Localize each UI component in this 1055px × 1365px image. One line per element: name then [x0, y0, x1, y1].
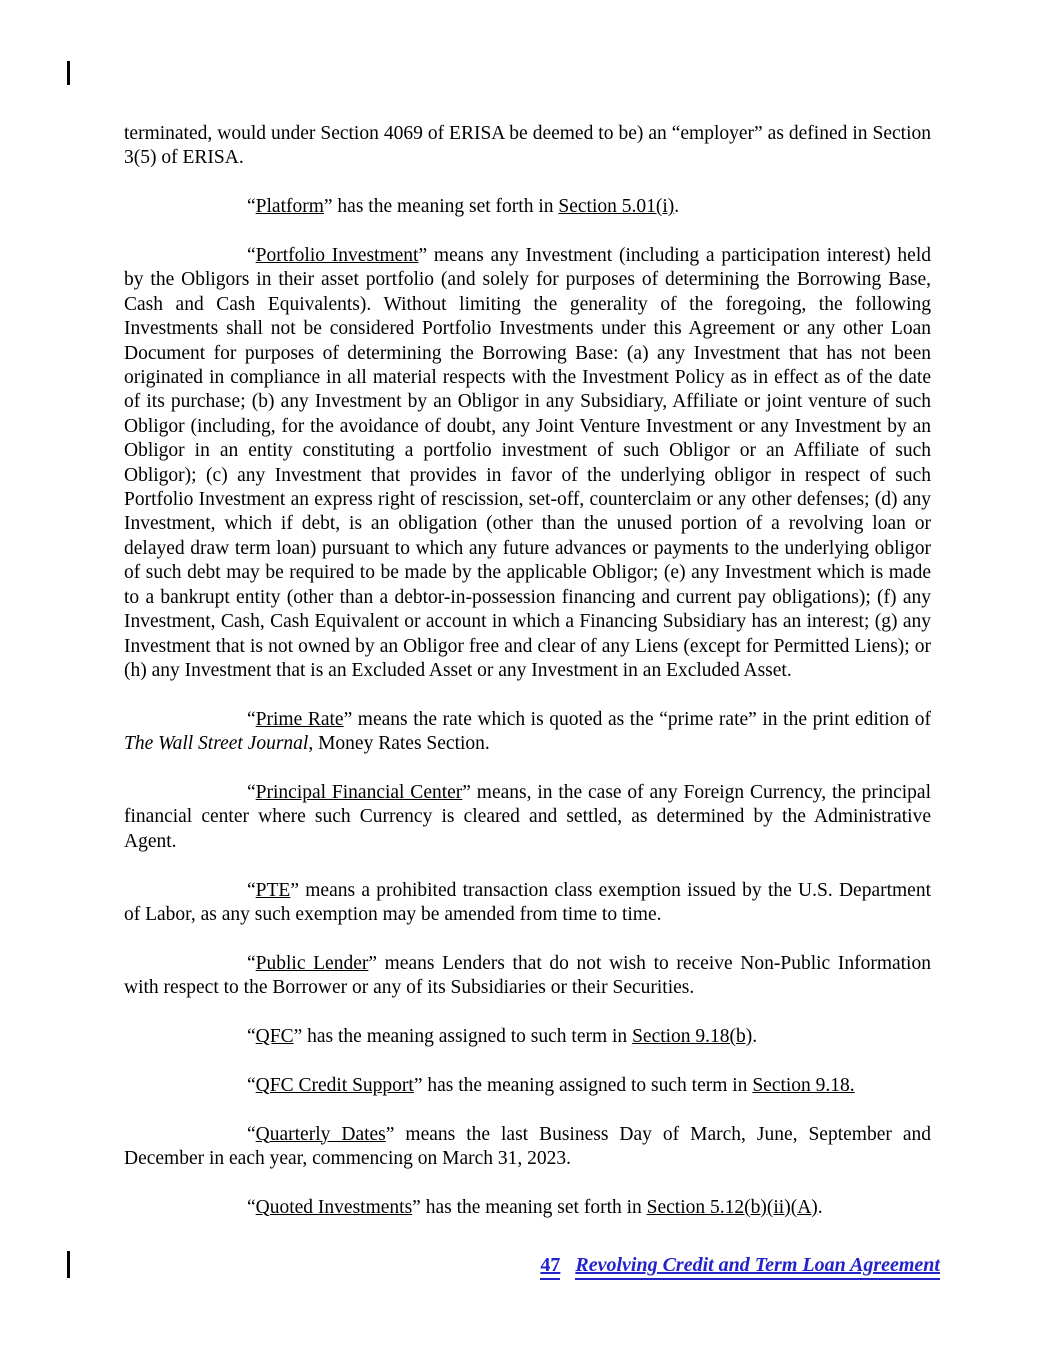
text-run: ” has the meaning set forth in: [323, 196, 559, 218]
text-run: “: [247, 781, 256, 803]
text-run: “: [247, 952, 256, 974]
text-run: The Wall Street Journal: [124, 733, 309, 755]
revision-change-bar-bottom: [67, 1251, 70, 1278]
paragraph: [124, 781, 931, 854]
document-body: [124, 122, 931, 1245]
text-run: .: [817, 1196, 823, 1218]
defined-term-or-section-ref: Section 5.01(i): [558, 196, 675, 218]
defined-term-or-section-ref: Portfolio Investment: [255, 245, 419, 266]
text-run: “: [247, 1074, 256, 1096]
text-run: “: [247, 879, 256, 901]
paragraph: [124, 122, 931, 171]
paragraph: [124, 195, 931, 219]
defined-term-or-section-ref: Quoted Investments: [255, 1196, 413, 1218]
paragraph: [124, 1074, 931, 1098]
text-run: ” means a prohibited transaction class exemption issued by the U.S. Department of Labor, as any such exemption may be amended from time to time.: [124, 879, 931, 925]
text-run: ” has the meaning set forth in: [412, 1196, 647, 1218]
page-number: 47: [540, 1253, 560, 1280]
paragraph: [124, 1123, 931, 1172]
defined-term-or-section-ref: Section 9.18(b): [632, 1025, 753, 1047]
defined-term-or-section-ref: PTE: [255, 879, 291, 901]
text-run: “: [247, 1025, 256, 1047]
text-run: ” means any Investment (including a participation interest) held by the Obligors in their asset portfolio (and solely for purposes of determining the Borrowing Base, Cash and Cash Equivalents). Without limiting the generality of the foregoing, the following Investments shall not be considered Portfolio Investments under this Agreement or any other Loan Document for purposes of determining the Borrowing Base: (a) any Investment that has not been originated in compliance in all material respects with the Investment Policy as in effect as of the date of its purchase; (b) any Investment by an Obligor in any Subsidiary, Affiliate or joint venture of such Obligor (including, for the avoidance of doubt, any Joint Venture Investment or any Investment by an Obligor in an entity constituting a portfolio investment of such Obligor or an Affiliate of such Obligor); (c) any Investment that provides in favor of the underlying obligor in respect of such Portfolio Investment an express right of rescission, set-off, counterclaim or any other defenses; (d) any Investment, which if debt, is an obligation (other than the unused portion of a revolving loan or delayed draw term loan) pursuant to which any future advances or payments to the underlying obligor of such debt may be required to be made by the applicable Obligor; (e) any Investment which is made to a bankrupt entity (other than a debtor-in-possession financing and current pay obligations); (f) any Investment, Cash, Cash Equivalent or account in which a Financing Subsidiary has an interest; (g) any Investment that is not owned by an Obligor free and clear of any Liens (except for Permitted Liens); or (h) any Investment that is an Excluded Asset or any Investment in an Excluded Asset.: [124, 245, 931, 681]
text-run: “: [247, 708, 256, 730]
defined-term-or-section-ref: Prime Rate: [255, 708, 344, 730]
defined-term-or-section-ref: QFC: [255, 1025, 294, 1047]
defined-term-or-section-ref: Section 9.18.: [752, 1074, 855, 1096]
text-run: ” means, in the case of any Foreign Currency, the principal financial center where such Currency is cleared and settled, as determined by the Administrative Agent.: [124, 781, 931, 852]
paragraph: [124, 952, 931, 1001]
paragraph: [124, 879, 931, 928]
paragraph: [124, 1025, 931, 1049]
paragraph: [124, 244, 931, 683]
text-run: “: [247, 245, 256, 266]
paragraph: [124, 1196, 931, 1220]
footer-doc-title: Revolving Credit and Term Loan Agreement: [575, 1253, 940, 1280]
text-run: “: [247, 1123, 256, 1145]
defined-term-or-section-ref: Quarterly Dates: [255, 1123, 386, 1145]
text-run: terminated, would under Section 4069 of ERISA be deemed to be) an “employer” as defined in Section 3(5) of ERISA.: [124, 123, 931, 169]
text-run: .: [752, 1025, 758, 1047]
text-run: “: [247, 1196, 256, 1218]
text-run: ” means Lenders that do not wish to receive Non-Public Information with respect to the Borrower or any of its Subsidiaries or their Securities.: [124, 952, 931, 999]
defined-term-or-section-ref: Section 5.12(b)(ii)(A): [646, 1196, 818, 1218]
defined-term-or-section-ref: QFC Credit Support: [255, 1074, 414, 1096]
text-run: .: [674, 196, 680, 218]
text-run: ” means the rate which is quoted as the “prime rate” in the print edition of: [343, 708, 931, 730]
text-run: ” has the meaning assigned to such term in: [413, 1074, 753, 1096]
paragraph: [124, 708, 931, 757]
text-run: ” means the last Business Day of March, June, September and December in each year, commencing on March 31, 2023.: [124, 1123, 931, 1169]
defined-term-or-section-ref: Platform: [255, 196, 324, 218]
page-footer: [540, 1253, 940, 1280]
defined-term-or-section-ref: Public Lender: [255, 952, 369, 974]
defined-term-or-section-ref: Principal Financial Center: [255, 781, 463, 803]
revision-change-bar-top: [67, 61, 70, 85]
text-run: ” has the meaning assigned to such term in: [293, 1025, 633, 1047]
text-run: , Money Rates Section.: [308, 733, 490, 755]
text-run: “: [247, 196, 256, 218]
